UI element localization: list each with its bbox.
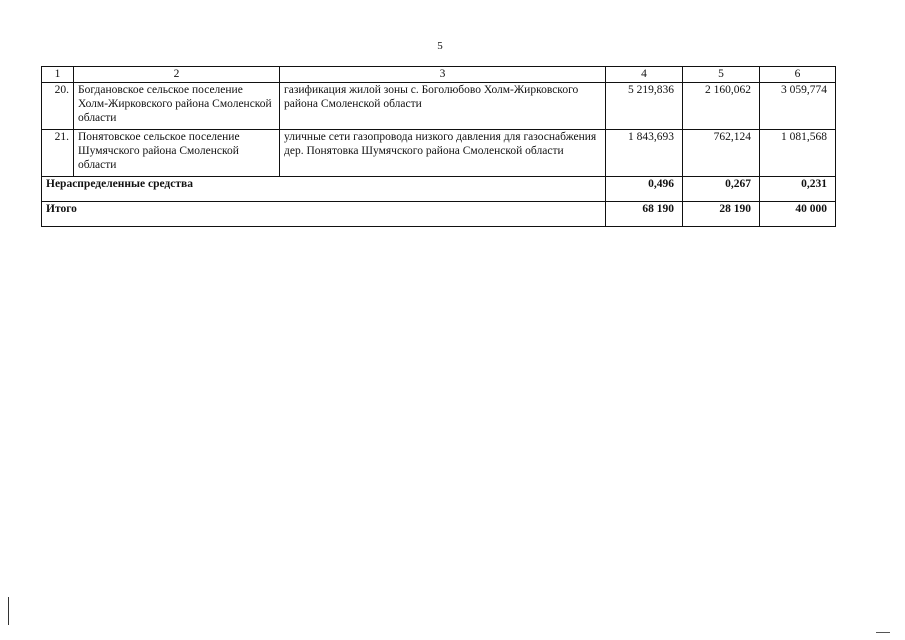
col6-cell: 1 081,568: [760, 130, 836, 177]
scan-edge-mark: [8, 597, 9, 625]
scan-edge-mark: [876, 632, 890, 633]
row-index: 21.: [42, 130, 74, 177]
grand-total-label: Итого: [42, 202, 606, 227]
grand-total-col6: 40 000: [760, 202, 836, 227]
page-number: 5: [437, 40, 443, 52]
row-index: 20.: [42, 83, 74, 130]
unallocated-row: [42, 177, 836, 202]
col5-cell: 2 160,062: [683, 83, 760, 130]
grand-total-row: [42, 202, 836, 227]
total-cell: 1 843,693: [606, 130, 683, 177]
allocation-table: [41, 66, 836, 227]
unallocated-col5: 0,267: [683, 177, 760, 202]
column-header: 5: [683, 67, 760, 83]
column-header: 4: [606, 67, 683, 83]
column-header: 6: [760, 67, 836, 83]
column-header: 1: [42, 67, 74, 83]
recipient-cell: Богдановское сельское поселение Холм-Жирковского района Смоленской области: [74, 83, 280, 130]
grand-total-total: 68 190: [606, 202, 683, 227]
total-cell: 5 219,836: [606, 83, 683, 130]
unallocated-label: Нераспределенные средства: [42, 177, 606, 202]
object-cell: газификация жилой зоны с. Боголюбово Холм-Жирковского района Смоленской области: [280, 83, 606, 130]
table-header-row: [42, 67, 836, 83]
table-row: [42, 130, 836, 177]
table-row: [42, 83, 836, 130]
grand-total-col5: 28 190: [683, 202, 760, 227]
column-header: 2: [74, 67, 280, 83]
object-cell: уличные сети газопровода низкого давления для газоснабжения дер. Понятовка Шумячского района Смоленской области: [280, 130, 606, 177]
column-header: 3: [280, 67, 606, 83]
unallocated-total: 0,496: [606, 177, 683, 202]
recipient-cell: Понятовское сельское поселение Шумячского района Смоленской области: [74, 130, 280, 177]
unallocated-col6: 0,231: [760, 177, 836, 202]
col6-cell: 3 059,774: [760, 83, 836, 130]
col5-cell: 762,124: [683, 130, 760, 177]
